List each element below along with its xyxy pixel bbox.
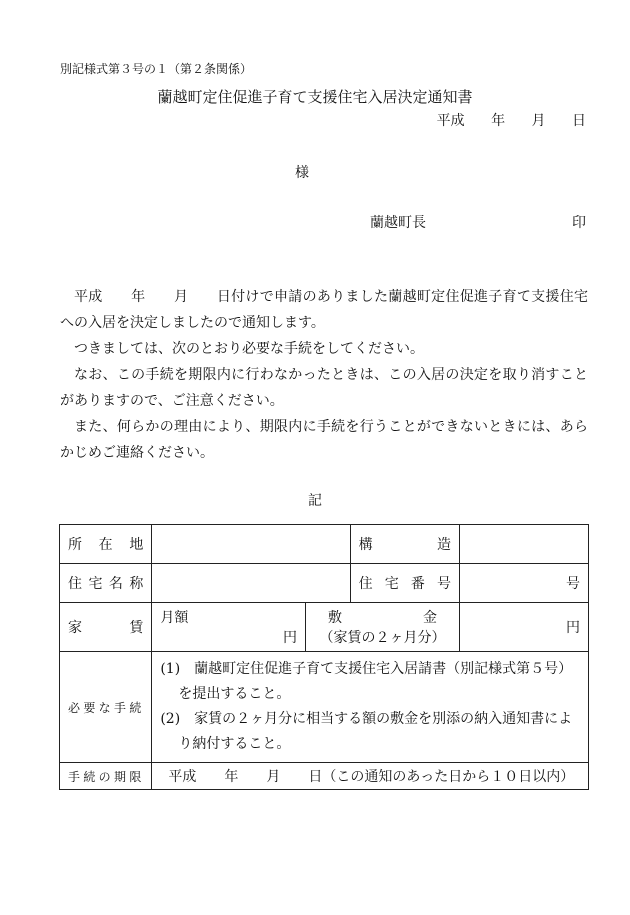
monthly-yen: 円	[283, 630, 298, 646]
monthly-label: 月額	[160, 610, 189, 626]
house-number-value-cell	[460, 564, 589, 603]
body-paragraph: なお、この手続を期限内に行わなかったときは、この入居の決定を取り消すことがありますので、ご注意ください。	[60, 367, 588, 409]
structure-value-cell	[460, 525, 589, 564]
procedure-list-cell	[152, 652, 589, 763]
ki-heading: 記	[308, 493, 322, 509]
house-name-label-cell	[60, 564, 152, 603]
deadline-value: 平成 年 月 日（この通知のあった日から１０日以内）	[168, 769, 575, 785]
monthly-rent-cell	[152, 603, 306, 652]
house-number-label-cell	[350, 564, 459, 603]
issuer-name: 蘭越町長	[370, 215, 426, 231]
house-number-label: 住宅番号	[358, 576, 451, 592]
table-row	[60, 603, 589, 652]
body-paragraph: 平成 年 月 日付けで申請のありました蘭越町定住促進子育て支援住宅への入居を決定しましたので通知します。	[60, 289, 588, 331]
rent-label: 家賃	[68, 620, 144, 636]
deposit-note: （家賃の２ヶ月分）	[319, 630, 446, 646]
deadline-label: 手続の期限	[68, 769, 144, 784]
deadline-value-cell	[152, 763, 589, 790]
rent-label-cell	[60, 603, 152, 652]
deposit-value-cell	[460, 603, 589, 652]
date-era: 平成	[436, 113, 465, 129]
table-row	[60, 652, 589, 763]
issue-date	[437, 110, 586, 130]
structure-label-cell	[350, 525, 459, 564]
procedure-label-cell	[60, 652, 152, 763]
deposit-label-cell	[306, 603, 460, 652]
date-day: 日	[572, 113, 586, 129]
seal-mark: 印	[572, 215, 586, 231]
house-number-unit: 号	[566, 576, 580, 592]
document-title: 蘭越町定住促進子育て支援住宅入居決定通知書	[157, 88, 473, 106]
procedure-item: (1) 蘭越町定住促進子育て支援住宅入居請書（別記様式第５号）を提出すること。	[160, 661, 573, 702]
location-value-cell	[152, 525, 350, 564]
table-row	[60, 564, 589, 603]
form-number-label: 別記様式第３号の１（第２条関係）	[60, 62, 253, 76]
house-name-label: 住宅名称	[68, 576, 144, 592]
structure-label: 構造	[358, 537, 451, 553]
date-month: 月	[531, 113, 546, 129]
table-row	[60, 763, 589, 790]
date-year: 年	[491, 113, 506, 129]
body-paragraph: つきましては、次のとおり必要な手続をしてください。	[74, 341, 424, 357]
procedure-label: 必要な手続	[68, 700, 144, 715]
house-name-value-cell	[152, 564, 350, 603]
location-label-cell	[60, 525, 152, 564]
deadline-label-cell	[60, 763, 152, 790]
body-paragraph: また、何らかの理由により、期限内に手続を行うことができないときには、あらかじめご連絡ください。	[60, 419, 588, 461]
deposit-yen: 円	[566, 620, 580, 636]
notice-body	[60, 284, 588, 466]
location-label: 所在地	[68, 537, 144, 553]
recipient-suffix: 様	[295, 165, 309, 181]
procedure-item: (2) 家賃の２ヶ月分に相当する額の敷金を別添の納入通知書により納付すること。	[160, 711, 573, 752]
detail-table	[59, 524, 589, 790]
table-row	[60, 525, 589, 564]
deposit-label: 敷金	[328, 610, 437, 626]
